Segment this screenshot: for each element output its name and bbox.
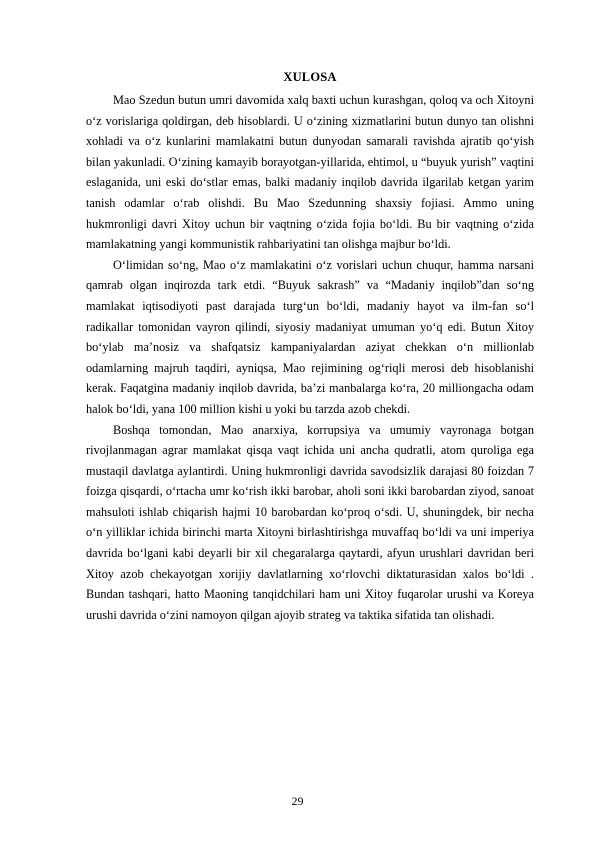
- paragraph-1: Mao Szedun butun umri davomida xalq baxti uchun kurashgan, qoloq va och Xitoyni o‘z vorislariga qoldirgan, deb hisoblardi. U o‘zining xizmatlarini butun dunyo tan olishni xohladi va o‘z kunlarini mamlakatni butun dunyodan samarali ravishda ajratib qo‘yish bilan yakunladi. O‘zining kamayib borayotgan-yillarida, ehtimol, u “buyuk yurish” vaqtini eslaganida, uni eski do‘stlar emas, balki madaniy inqilob davrida ilgarilab ketgan yarim tanish odamlar o‘rab olishdi. Bu Mao Szedunning shaxsiy fojiasi. Ammo uning hukmronligi davri Xitoy uchun bir vaqtning o‘zida fojia bo‘ldi. Bu bir vaqtning o‘zida mamlakatning yangi kommunistik rahbariyatini tan olishga majbur bo‘ldi.: [86, 93, 534, 252]
- page-content: [86, 68, 534, 625]
- page-number: 29: [291, 794, 304, 808]
- paragraph-2: O‘limidan so‘ng, Mao o‘z mamlakatini o‘z vorislari uchun chuqur, hamma narsani qamrab olgan inqirozda tark etdi. “Buyuk sakrash” va “Madaniy inqilob”dan so‘ng mamlakat iqtisodiyoti past darajada turg‘un bo‘ldi, madaniy hayot va ilm-fan so‘l radikallar tomonidan vayron qilindi, siyosiy madaniyat umuman yo‘q edi. Butun Xitoy bo‘ylab ma’nosiz va shafqatsiz kampaniyalardan aziyat chekkan o‘n millionlab odamlarning majruh taqdiri, ayniqsa, Mao rejimining og‘riqli merosi deb hisoblanishi kerak. Faqatgina madaniy inqilob davrida, ba’zi manbalarga ko‘ra, 20 milliongacha odam halok bo‘ldi, yana 100 million kishi u yoki bu tarzda azob chekdi.: [86, 257, 534, 416]
- section-heading: XULOSA: [283, 70, 337, 84]
- paragraph-3: Boshqa tomondan, Mao anarxiya, korrupsiya va umumiy vayronaga botgan rivojlanmagan agrar mamlakat qisqa vaqt ichida uni ancha qudratli, atom quroliga ega mustaqil davlatga aylantirdi. Uning hukmronligi davrida savodsizlik darajasi 80 foizdan 7 foizga qisqardi, o‘rtacha umr ko‘rish ikki barobar, aholi soni ikki barobardan ziyod, sanoat mahsuloti ishlab chiqarish hajmi 10 barobardan ko‘proq o‘sdi. U, shuningdek, bir necha o‘n yilliklar ichida birinchi marta Xitoyni birlashtirishga muvaffaq bo‘ldi va uni imperiya davrida bo‘lgani kabi deyarli bir xil chegaralarga qaytardi, afyun urushlari davridan beri Xitoy azob chekayotgan xorijiy davlatlarning xo‘rlovchi diktaturasidan xalos bo‘ldi . Bundan tashqari, hatto Maoning tanqidchilari ham uni Xitoy fuqarolar urushi va Koreya urushi davrida o‘zini namoyon qilgan ajoyib strateg va taktika sifatida tan olishadi.: [86, 422, 534, 622]
